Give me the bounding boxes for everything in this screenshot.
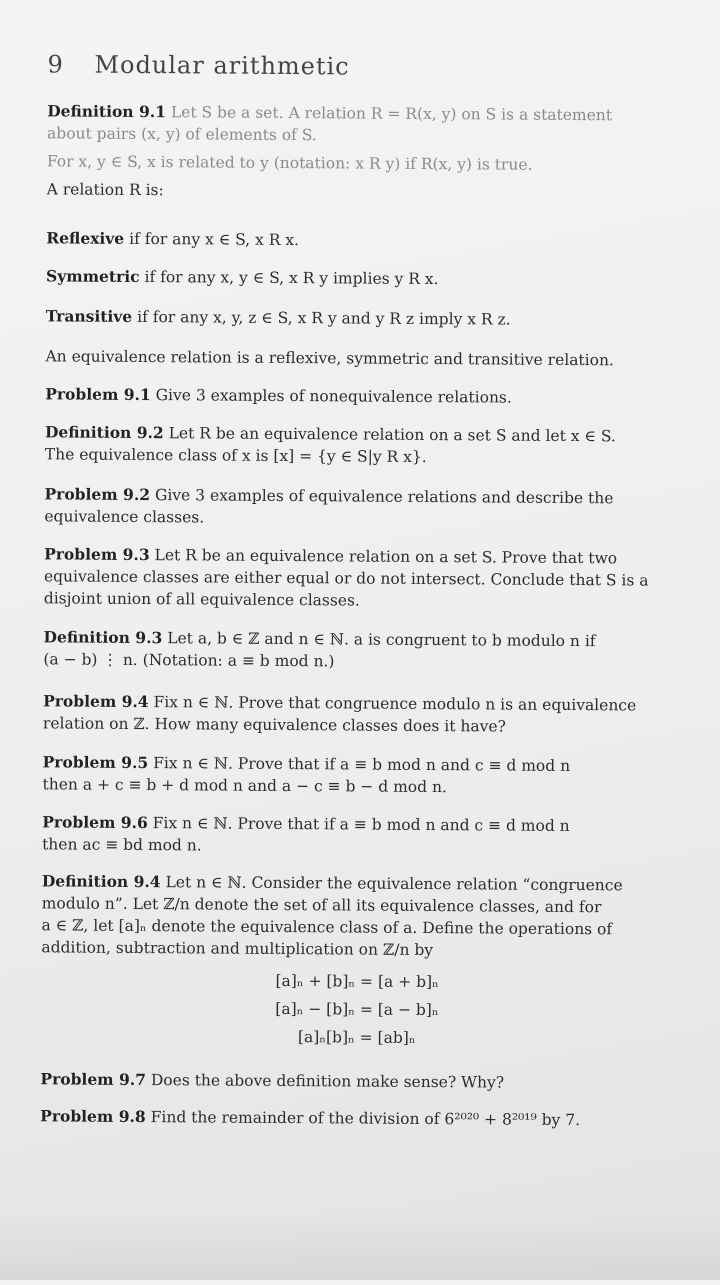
definition-9-2-line2: The equivalence class of x is [x] = {y ∈ S|y R x}. [44,445,427,466]
problem-9-1-label: Problem 9.1 [45,384,151,405]
problem-9-8-text: Find the remainder of the division of 6²⁰²⁰ + 8²⁰¹⁹ by 7. [150,1108,581,1130]
definition-9-4-line4: addition, subtraction and multiplication on ℤ/n by [41,938,434,960]
problem-9-5-line2: then a + c ≡ b + d mod n and a − c ≡ b − d mod n. [42,775,447,797]
definition-9-1-line2: about pairs (x, y) of elements of S. [47,124,317,145]
definition-9-4-line3: a ∈ ℤ, let [a]ₙ denote the equivalence class of a. Define the operations of [41,916,613,939]
problem-9-7 [40,1068,672,1094]
problem-9-4 [43,690,675,738]
definition-9-2-label: Definition 9.2 [44,422,164,443]
problem-9-4-label: Problem 9.4 [43,691,149,712]
problem-9-3 [44,543,676,613]
problem-9-4-line2: relation on ℤ. How many equivalence classes does it have? [42,714,506,736]
problem-9-3-label: Problem 9.3 [44,544,150,565]
problem-9-7-label: Problem 9.7 [40,1069,147,1090]
problem-9-2 [44,483,676,531]
problem-9-5-line1: Fix n ∈ ℕ. Prove that if a ≡ b mod n and c ≡ d mod n [153,754,571,775]
definition-9-1-label: Definition 9.1 [47,101,167,122]
definition-9-4-line1: Let n ∈ ℕ. Consider the equivalence relation “congruence [165,873,623,895]
problem-9-6 [42,811,674,859]
problem-9-5-label: Problem 9.5 [42,752,149,773]
problem-9-7-text: Does the above definition make sense? Why? [150,1071,505,1092]
problem-9-2-line2: equivalence classes. [44,507,205,527]
reflexive-item [46,227,678,253]
equivalence-definition: An equivalence relation is a reflexive, symmetric and transitive relation. [45,347,614,370]
definition-9-1-line3: For x, y ∈ S, x is related to y (notation: x R y) if R(x, y) is true. [46,152,533,174]
problem-9-3-line3: disjoint union of all equivalence classes. [43,589,360,610]
transitive-item [46,305,678,331]
definition-9-4 [41,870,674,1050]
definition-9-3-line1: Let a, b ∈ ℤ and n ∈ ℕ. a is congruent to b modulo n if [167,629,596,651]
problem-9-6-line1: Fix n ∈ ℕ. Prove that if a ≡ b mod n and c ≡ d mod n [152,814,570,835]
definition-9-2 [45,421,677,469]
problem-9-1 [45,383,677,409]
page-shadow [0,1210,720,1280]
problem-9-5 [42,751,674,799]
definition-9-1-line1: Let S be a set. A relation R = R(x, y) on S is a statement [170,103,613,125]
symmetric-item [46,265,678,291]
definition-9-2-line1: Let R be an equivalence relation on a set S and let x ∈ S. [168,424,616,446]
definition-9-1-line4: A relation R is: [46,180,164,200]
definition-9-3-label: Definition 9.3 [43,627,163,648]
problem-9-2-label: Problem 9.2 [44,484,151,505]
symmetric-label: Symmetric [46,266,140,286]
definition-9-3 [43,626,675,674]
problem-9-3-line1: Let R be an equivalence relation on a set S. Prove that two [154,546,618,568]
definition-9-4-label: Definition 9.4 [41,871,161,892]
transitive-text: if for any x, y, z ∈ S, x R y and y R z imply x R z. [137,307,511,329]
chapter-title: Modular arithmetic [94,50,350,81]
problem-9-1-text: Give 3 examples of nonequivalence relations. [155,386,512,407]
problem-9-8-label: Problem 9.8 [40,1106,146,1127]
problem-9-3-line2: equivalence classes are either equal or do not intersect. Conclude that S is a [43,567,649,590]
transitive-label: Transitive [45,306,133,326]
problem-9-6-label: Problem 9.6 [42,812,148,833]
definition-9-4-line2: modulo n”. Let ℤ/n denote the set of all its equivalence classes, and for [41,894,602,917]
chapter-heading [47,50,349,80]
problem-9-4-line1: Fix n ∈ ℕ. Prove that congruence modulo n is an equivalence [153,693,637,715]
reflexive-text: if for any x ∈ S, x R x. [129,229,300,250]
equation-subtraction: [a]ₙ − [b]ₙ = [a − b]ₙ [275,999,439,1020]
problem-9-8 [40,1105,672,1131]
definition-9-3-line2: (a − b) ⋮ n. (Notation: a ≡ b mod n.) [43,650,335,671]
symmetric-text: if for any x, y ∈ S, x R y implies y R x. [144,268,439,289]
problem-9-2-line1: Give 3 examples of equivalence relations and describe the [154,486,614,508]
equation-addition: [a]ₙ + [b]ₙ = [a + b]ₙ [275,971,439,992]
equation-multiplication: [a]ₙ[b]ₙ = [ab]ₙ [297,1028,416,1047]
chapter-number: 9 [47,50,64,79]
reflexive-label: Reflexive [46,228,125,248]
definition-9-1 [47,100,680,204]
problem-9-6-line2: then ac ≡ bd mod n. [42,835,202,855]
